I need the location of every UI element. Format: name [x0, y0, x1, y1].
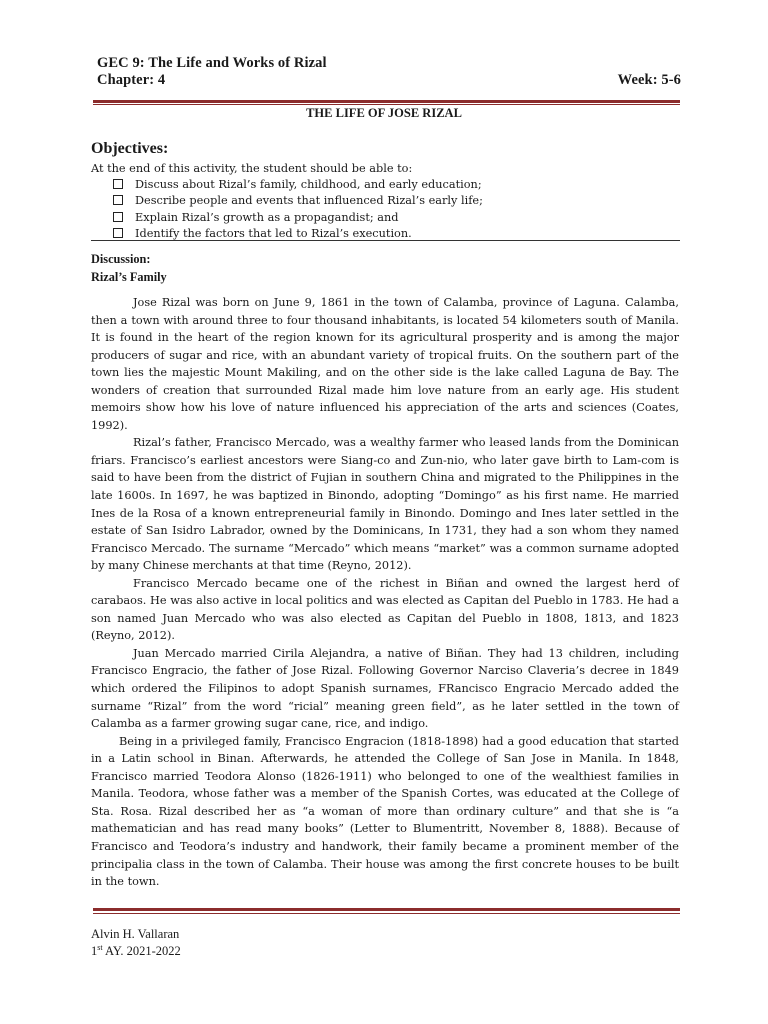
ay-text: AY. 2021-2022 — [102, 944, 181, 958]
course-title: GEC 9: The Life and Works of Rizal — [97, 55, 327, 71]
body-paragraph: Juan Mercado married Cirila Alejandra, a native of Biñan. They had 13 children, including Francisco Engracio, the father of Jose Rizal. Following Governor Narciso Claveria’s decree in 1849 which ordered the Filipinos to adopt Spanish surnames, FRancisco Engracio Mercado added the surname “Rizal” from the word “ricial” meaning green field”, as he later settled in the town of Calamba as a farmer growing sugar cane, rice, and indigo. — [91, 646, 679, 731]
checkbox-icon — [113, 179, 123, 189]
week-label: Week: 5-6 — [617, 72, 681, 88]
checkbox-icon — [113, 195, 123, 205]
body-paragraph: Rizal’s father, Francisco Mercado, was a wealthy farmer who leased lands from the Dominican friars. Francisco’s earliest ancestors were Siang-co and Zun-nio, who later gave birth to Lam-com is said to have been from the district of Fujian in southern China and migrated to the Philippines in the late 1600s. In 1697, he was baptized in Binondo, adopting “Domingo” as his first name. He married Ines de la Rosa of a known entrepreneurial family in Binondo. Domingo and Ines later settled in the estate of San Isidro Labrador, owned by the Dominicans, In 1731, they had a son whom they named Francisco Mercado. The surname “Mercado” which means “market” was a common surname adopted by many Chinese merchants at that time (Reyno, 2012). — [91, 436, 679, 573]
checkbox-icon — [113, 212, 123, 222]
objective-text: Identify the factors that led to Rizal’s execution. — [135, 227, 412, 241]
footer-author: Alvin H. Vallaran — [91, 927, 180, 941]
body-paragraph: Francisco Mercado became one of the richest in Biñan and owned the largest herd of carabaos. He was also active in local politics and was elected as Capitan del Pueblo in 1783. He had a son named Juan Mercado who was also elected as Capitan del Pueblo in 1808, 1813, and 1823 (Reyno, 2012). — [91, 576, 679, 643]
footer-rule-thin — [93, 913, 680, 914]
objective-text: Explain Rizal’s growth as a propagandist; and — [135, 210, 399, 224]
footer-rule-thick — [93, 908, 680, 911]
body-paragraph: Jose Rizal was born on June 9, 1861 in the town of Calamba, province of Laguna. Calamba, then a town with around three to four thousand inhabitants, is located 54 kilometers south of Manila. It is found in the heart of the region known for its agricultural prosperity and is among the major producers of sugar and rice, with an abundant variety of tropical fruits. On the southern part of the town lies the majestic Mount Makiling, and on the other side is the lake called Laguna de Bay. The wonders of creation that surrounded Rizal made him love nature from an early age. His student memoirs show how his love of nature influenced his appreciation of the arts and sciences (Coates, 1992). — [91, 296, 679, 432]
header-rule-thick — [93, 100, 680, 103]
objectives-list — [113, 177, 483, 243]
objective-text: Describe people and events that influenced Rizal’s early life; — [135, 194, 483, 208]
discussion-body — [91, 294, 679, 891]
objectives-intro: At the end of this activity, the student should be able to: — [91, 162, 413, 175]
objective-item — [113, 177, 483, 193]
footer-academic-year — [91, 943, 181, 959]
chapter-label: Chapter: 4 — [97, 72, 166, 88]
page-title: THE LIFE OF JOSE RIZAL — [306, 106, 462, 120]
body-paragraph: Being in a privileged family, Francisco Engracion (1818-1898) had a good education that started in a Latin school in Binan. Afterwards, he attended the College of San Jose in Manila. In 1848, Francisco married Teodora Alonso (1826-1911) who belonged to one of the wealthiest families in Manila. Teodora, whose father was a member of the Spanish Cortes, was educated at the College of Sta. Rosa. Rizal described her as “a woman of more than ordinary culture” and that she is “a mathematician and has read many books” (Letter to Blumentritt, November 8, 1888). Because of Francisco and Teodora’s industry and handwork, their family became a prominent member of the principalia class in the town of Calamba. Their house was among the first concrete houses to be built in the town. — [91, 734, 679, 889]
ay-ordinal: 1 — [91, 944, 98, 958]
header-rule-thin — [93, 104, 680, 105]
objective-text: Discuss about Rizal’s family, childhood, and early education; — [135, 178, 482, 191]
objectives-divider — [91, 240, 680, 241]
ay-suffix: st — [97, 943, 103, 952]
section-heading: Rizal’s Family — [91, 270, 167, 284]
objective-item — [113, 210, 483, 226]
objectives-heading: Objectives: — [91, 140, 169, 157]
objective-item — [113, 193, 483, 209]
discussion-label: Discussion: — [91, 252, 151, 266]
checkbox-icon — [113, 228, 123, 238]
